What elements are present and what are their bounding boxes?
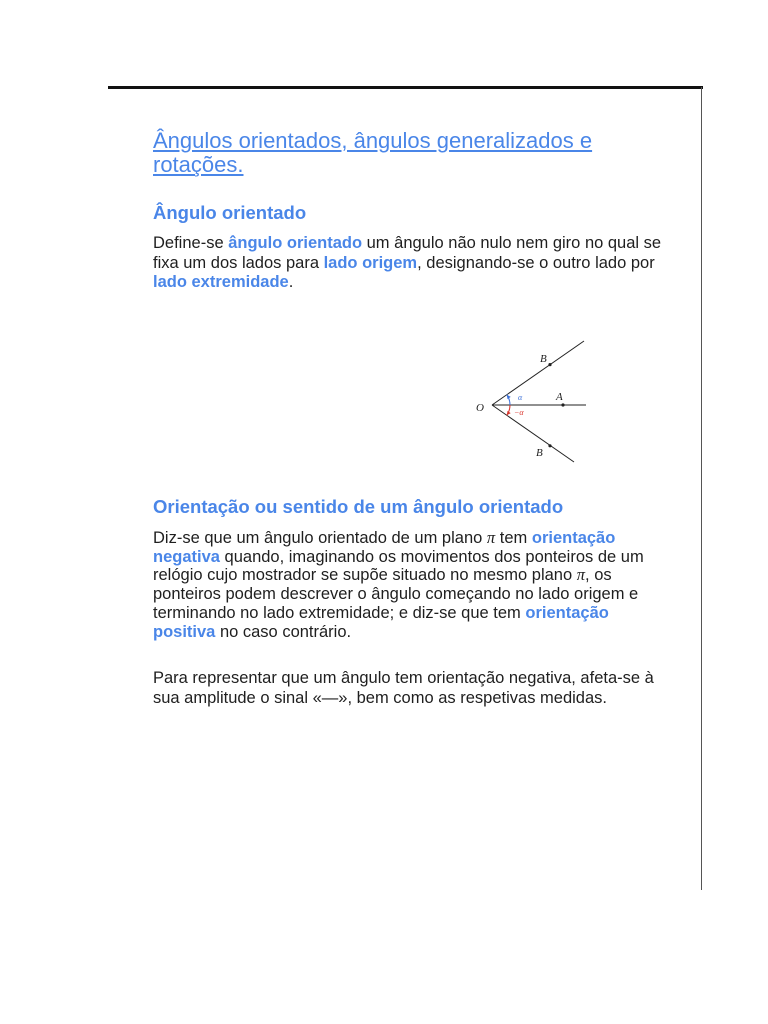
title-line-text: Ângulos orientados, ângulos generalizados e xyxy=(153,128,593,153)
paragraph-line xyxy=(153,604,644,623)
point-label-a: A xyxy=(556,391,563,403)
angle-label-minus-alpha: −α xyxy=(514,408,524,417)
point-b-lower-marker xyxy=(548,444,551,447)
paragraph-line xyxy=(153,585,644,604)
term-orientacao-positiva: positiva xyxy=(153,622,216,641)
paragraph-text: terminando no lado extremidade; e diz-se que tem xyxy=(153,603,526,622)
point-b-marker xyxy=(548,363,551,366)
paragraph-text: um ângulo não nulo nem giro no qual se xyxy=(362,234,662,252)
section-heading-angulo-orientado: Ângulo orientado xyxy=(153,202,307,223)
paragraph-line xyxy=(153,623,644,642)
math-symbol-pi: π xyxy=(576,565,586,585)
page-title xyxy=(153,129,592,177)
paragraph-text: tem xyxy=(495,529,532,547)
definition-paragraph xyxy=(153,234,661,293)
title-line xyxy=(153,153,592,177)
term-orientacao-negativa: orientação xyxy=(531,529,616,547)
notation-paragraph xyxy=(153,668,654,708)
paragraph-line xyxy=(153,254,661,274)
page-right-border xyxy=(701,87,702,890)
point-a-marker xyxy=(561,403,564,406)
paragraph-line xyxy=(153,273,661,293)
ray-ob-lower xyxy=(492,405,574,462)
section-heading-orientacao: Orientação ou sentido de um ângulo orientado xyxy=(153,496,564,517)
point-label-b: B xyxy=(540,353,547,365)
paragraph-text: . xyxy=(288,273,294,291)
term-lado-origem: lado origem xyxy=(323,253,418,272)
term-lado-extremidade: lado extremidade xyxy=(153,273,289,291)
math-symbol-pi: π xyxy=(486,528,496,547)
paragraph-line xyxy=(153,234,661,254)
paragraph-line xyxy=(153,529,644,548)
paragraph-line xyxy=(153,566,644,585)
angle-label-alpha: α xyxy=(518,393,523,402)
oriented-angle-figure xyxy=(470,330,600,470)
page-top-border xyxy=(108,86,703,89)
paragraph-text: ponteiros podem descrever o ângulo começando no lado origem e xyxy=(153,585,639,604)
paragraph-text: Define-se xyxy=(153,234,229,252)
paragraph-line: sua amplitude o sinal «—», bem como as respetivas medidas. xyxy=(153,689,607,707)
point-label-b-lower: B xyxy=(536,447,543,459)
term-orientacao-negativa: negativa xyxy=(153,547,220,566)
paragraph-text: fixa um dos lados para xyxy=(153,253,324,272)
paragraph-line: Para representar que um ângulo tem orientação negativa, afeta-se à xyxy=(153,669,654,687)
vertex-label-o: O xyxy=(476,402,484,414)
orientation-paragraph xyxy=(153,529,644,641)
paragraph-text: , designando-se o outro lado por xyxy=(417,253,655,272)
title-line-text: rotações. xyxy=(153,152,244,177)
paragraph-text: quando, imaginando os movimentos dos ponteiros de um xyxy=(219,547,644,566)
paragraph-text: relógio cujo mostrador se supõe situado no mesmo plano xyxy=(153,566,577,585)
term-orientacao-positiva: orientação xyxy=(525,603,609,622)
paragraph-text: , os xyxy=(585,566,612,585)
paragraph-text: Diz-se que um ângulo orientado de um plano xyxy=(153,529,487,547)
ray-ob xyxy=(492,341,584,405)
title-line xyxy=(153,129,592,153)
term-angulo-orientado: ângulo orientado xyxy=(228,234,363,252)
paragraph-line xyxy=(153,548,644,567)
paragraph-text: no caso contrário. xyxy=(215,622,352,641)
